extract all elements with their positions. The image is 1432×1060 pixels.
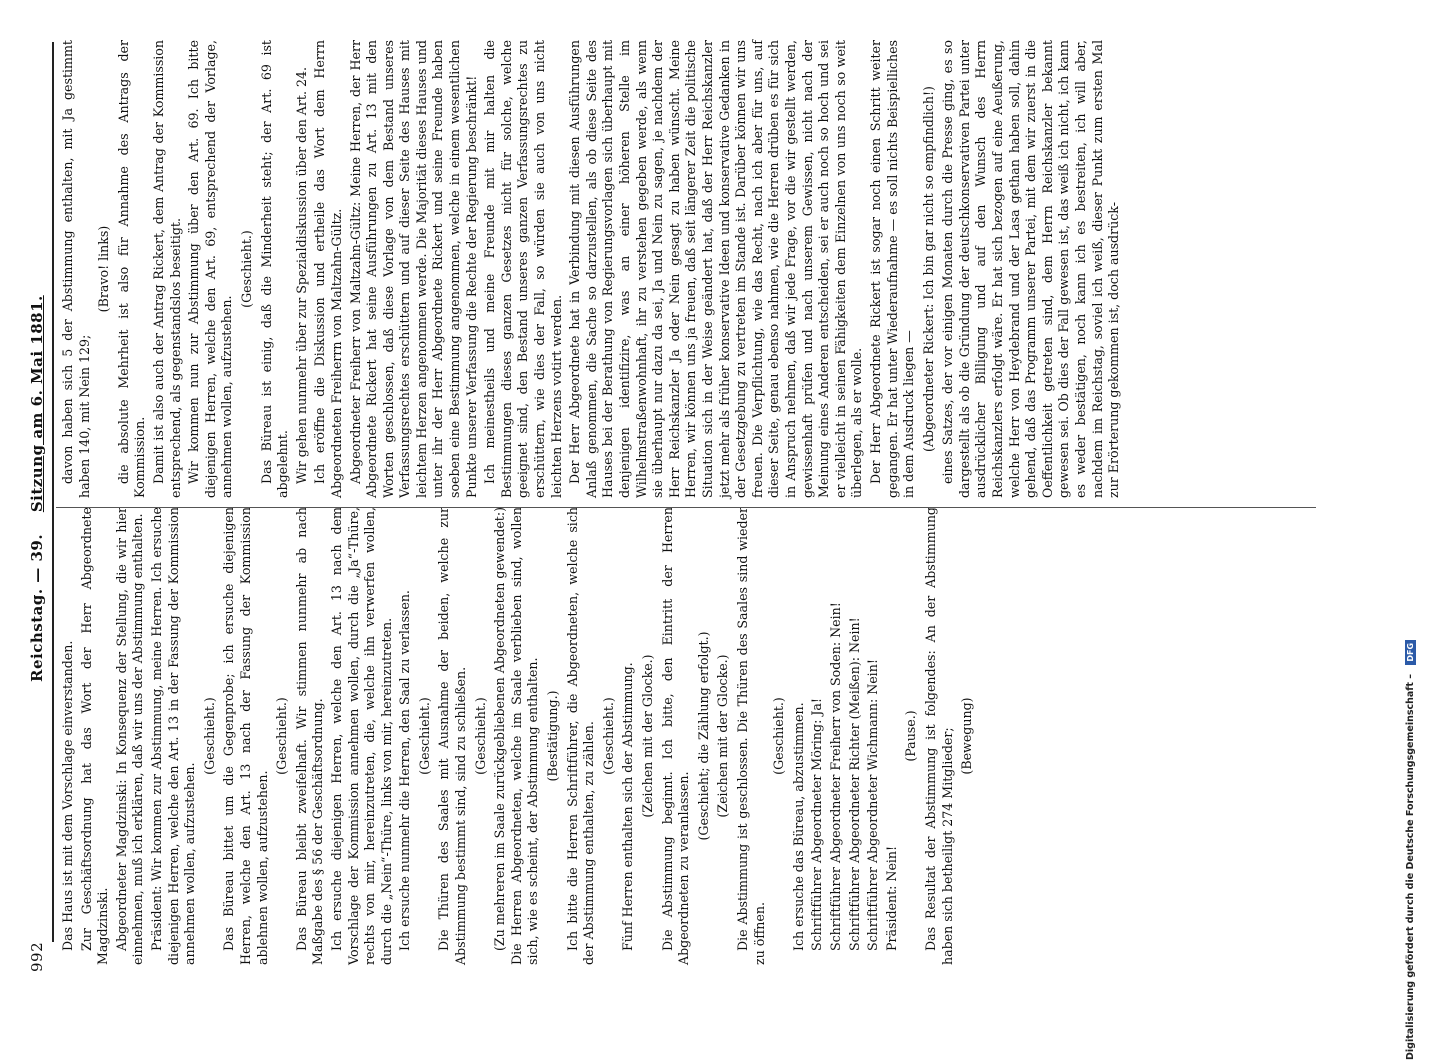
paragraph: Schriftführer Abgeordneter Freiherr von Soden: Nein! — [827, 602, 843, 951]
paragraph: Schriftführer Abgeordneter Richter (Meißen): Nein! — [846, 617, 862, 951]
paragraph: Präsident: Wir kommen zur Abstimmung, meine Herren. Ich ersuche diejenigen Herren, welche den Art. 13 in der Fassung der Kommission annehmen wollen, aufzustehen. — [148, 507, 198, 965]
stage-direction: (Zeichen mit der Glocke.) — [715, 654, 731, 818]
sitting-date: Sitzung am 6. Mai 1881. — [28, 295, 46, 513]
column-divider — [56, 507, 1316, 508]
running-title-text: Reichstag. — 39. — [28, 533, 46, 682]
paragraph: Abgeordneter Magdzinski: In Konsequenz der Stellung, die wir hier einnehmen, muß ich erklären, daß wir uns der Abstimmung enthalten. — [113, 507, 146, 965]
stage-direction: (Geschieht.) — [416, 697, 432, 775]
paragraph: Schriftführer Abgeordneter Möring: Ja! — [809, 698, 825, 951]
page-number: 992 — [28, 941, 46, 972]
digitization-footer — [1405, 0, 1416, 1060]
paragraph: Wir kommen nun zur Abstimmung über den Art. 69. Ich bitte diejenigen Herren, welche den Art. 69, entsprechend der Vorlage, annehmen wollen, aufzustehen. — [186, 40, 235, 498]
paragraph: davon haben sich 5 der Abstimmung enthalten, mit Ja gestimmt haben 140, mit Nein 129; — [60, 40, 92, 498]
paragraph: Das Büreau bleibt zweifelhaft. Wir stimmen nunmehr ab nach Maßgabe des § 56 der Geschäftsordnung. — [293, 507, 326, 965]
stage-direction: (Bestätigung.) — [545, 690, 561, 782]
stage-direction: (Bravo! links) — [96, 225, 112, 313]
paragraph: Die Abstimmung ist geschlossen. Die Thüren des Saales sind wieder zu öffnen. — [734, 507, 767, 965]
paragraph: Der Herr Abgeordnete hat in Verbindung mit diesen Ausführungen Anlaß genommen, die Sache so darzustellen, als ob diese Seite des Hauses bei der Berathung von Regierungsvorlagen sich überhaupt mit denjenigen identifizire, was an einer höheren Stelle im Wilhelmstraßenwohnhaft, ihr zu verstehen gegeben werde, als wenn sie überhaupt nur dazu da sei, Ja und Nein zu sagen, je nachdem der Herr Reichskanzler Ja oder Nein gesagt zu haben wünscht. Meine Herren, wir können uns ja freuen, daß seit längerer Zeit die politische Situation sich in der Weise geändert hat, daß der Herr Reichskanzler jetzt mehr als früher konservative Ideen und konservative Gedanken in der Gesetzgebung zu vertreten im Stande ist. Darüber können wir uns freuen. Die Verpflichtung, wie das Recht, nach ich aber für uns, auf dieser Seite, genau ebenso nahmen, wie die Herren drüben es für sich in Anspruch nehmen, daß wir jede Frage, vor die wir gestellt werden, gewissenhaft prüfen und nach unserem Gewissen, nicht nach der Meinung eines Anderen entscheiden, sei er auch noch so hoch und sei er vielleicht in seinen Fähigkeiten dem Einzelnen von uns noch so weit überlegen, als er wolle. — [567, 40, 865, 498]
stage-direction: (Abgeordneter Rickert: Ich bin gar nicht so empfindlich!) — [920, 86, 936, 452]
paragraph: Damit ist also auch der Antrag Rickert, dem Antrag der Kommission entsprechend, als gegenstandslos beseitigt. — [150, 40, 183, 498]
stage-direction: (Geschieht.) — [771, 697, 787, 775]
header-rule — [52, 42, 54, 942]
paragraph: (Zu mehreren im Saale zurückgebliebenen Abgeordneten gewendet:) Die Herren Abgeordneten, welche im Saale verblieben sind, wollen sich, wie es scheint, der Abstimmung enthalten. — [492, 507, 541, 965]
paragraph: die absolute Mehrheit ist also für Annahme des Antrags der Kommission. — [115, 40, 148, 498]
paragraph: Das Büreau ist einig, daß die Minderheit steht; der Art. 69 ist abgelehnt. — [258, 40, 291, 498]
stage-direction: (Geschieht.) — [238, 230, 254, 308]
paragraph: Ich meinestheils und meine Freunde mit mir halten die Bestimmungen dieses ganzen Gesetzes nicht für solche, welche geeignet sind, den Bestand unseres ganzen Verfassungsrechtes zu erschüttern, wie dies der Fall, so würden sie auch von uns nicht leichten Herzens votirt werden. — [482, 40, 564, 498]
page-header — [22, 72, 52, 972]
paragraph: Präsident: Nein! — [883, 845, 899, 951]
stage-direction: (Zeichen mit der Glocke.) — [640, 654, 655, 818]
footer-text: Digitalisierung gefördert durch die Deutsche Forschungsgemeinschaft – — [1405, 673, 1416, 1060]
right-column — [60, 40, 1330, 498]
paragraph: eines Satzes, der vor einigen Monaten durch die Presse ging, es so dargestellt als ob die Gründung der deutschkonservativen Partei unter ausdrücklicher Billigung und auf den Wunsch des Herrn Reichskanzlers erfolgt wäre. Er hat sich bezogen auf eine Aeußerung, welche Herr von Heydebrand und der Lasa gethan haben soll, dahin gehend, daß das Programm unserer Partei, mit dem wir zuerst in die Oeffentlichkeit getreten sind, dem Herrn Reichskanzler bekannt gewesen sei. Ob dies der Fall gewesen ist, das weiß ich nicht, ich kann es weder bestätigen, noch kann ich es bestreiten, ich will aber, nachdem im Reichstag, soviel ich weiß, dieser Punkt zum ersten Mal zur Erörterung gekommen ist, doch ausdrück- — [940, 40, 1122, 498]
running-title — [28, 295, 46, 682]
stage-direction: (Geschieht.) — [274, 697, 290, 775]
stage-direction: (Geschieht.) — [201, 697, 217, 775]
stage-direction: (Bewegung) — [959, 697, 975, 775]
paragraph: Die Abstimmung beginnt. Ich bitte, den Eintritt der Herren Abgeordneten zu veranlassen. — [659, 507, 692, 965]
paragraph: Das Büreau bittet um die Gegenprobe; ich ersuche diejenigen Herren, welche den Art. 13 nach der Fassung der Kommission ablehnen wollen, aufzustehen. — [221, 507, 270, 965]
stage-direction: (Geschieht.) — [472, 697, 488, 775]
paragraph: Schriftführer Abgeordneter Wichmann: Nein! — [865, 659, 881, 951]
paragraph: Ich ersuche nunmehr die Herren, den Saal zu verlassen. — [397, 590, 413, 951]
stage-direction: (Pause.) — [903, 710, 919, 762]
paragraph: Das Haus ist mit dem Vorschlage einverstanden. — [60, 640, 75, 951]
dfg-logo: DFG — [1405, 640, 1416, 665]
paragraph: Ich ersuche diejenigen Herren, welche den Art. 13 nach dem Vorschlage der Kommission annehmen wollen, durch die „Ja“-Thüre, rechts von mir, hereinzutreten, die, welche ihn verwerfen wollen, durch die „Nein“-Thüre, links von mir, hereinzutreten. — [328, 507, 394, 965]
stage-direction: (Geschieht; die Zählung erfolgt.) — [695, 631, 711, 841]
stage-direction: (Geschieht.) — [600, 697, 616, 775]
paragraph: Zur Geschäftsordnung hat das Wort der Herr Abgeordnete Magdzinski. — [78, 507, 111, 965]
paragraph: Die Thüren des Saales mit Ausnahme der beiden, welche zur Abstimmung bestimmt sind, sind zu schließen. — [436, 507, 469, 965]
paragraph: Der Herr Abgeordnete Rickert ist sogar noch einen Schritt weiter gegangen. Er hat unter Wiederaufnahme — es soll nichts Beispielliches in dem Ausdruck liegen — — [867, 40, 917, 498]
paragraph: Fünf Herren enthalten sich der Abstimmung. — [620, 662, 636, 951]
paragraph: Ich ersuche das Büreau, abzustimmen. — [790, 702, 806, 951]
paragraph: Das Resultat der Abstimmung ist folgendes: An der Abstimmung haben sich betheiligt 274 Mitglieder; — [922, 507, 955, 965]
paragraph: Wir gehen nunmehr über zur Spezialdiskussion über den Art. 24. — [293, 66, 309, 484]
paragraph: Abgeordneter Freiherr von Maltzahn-Gültz: Meine Herren, der Herr Abgeordnete Rickert hat seine Ausführungen zu Art. 13 mit den Worten geschlossen, daß diese Vorlage von dem Bestand unseres Verfassungsrechtes erschüttern und auf dieser Seite des Hauses mit leichtem Herzen angenommen werde. Die Majorität dieses Hauses und unter ihr der Herr Abgeordnete Rickert und seine Freunde haben soeben eine Bestimmung angenommen, welche in einem wesentlichen Punkte unserer Verfassung die Rechte der Regierung beschränkt! — [347, 40, 479, 498]
left-column — [60, 507, 1330, 965]
paragraph: Ich eröffne die Diskussion und ertheile das Wort dem Herrn Abgeordneten Freiherrn von Maltzahn-Gültz. — [312, 40, 344, 498]
paragraph: Ich bitte die Herren Schriftführer, die Abgeordneten, welche sich der Abstimmung enthalten, zu zählen. — [564, 507, 597, 965]
